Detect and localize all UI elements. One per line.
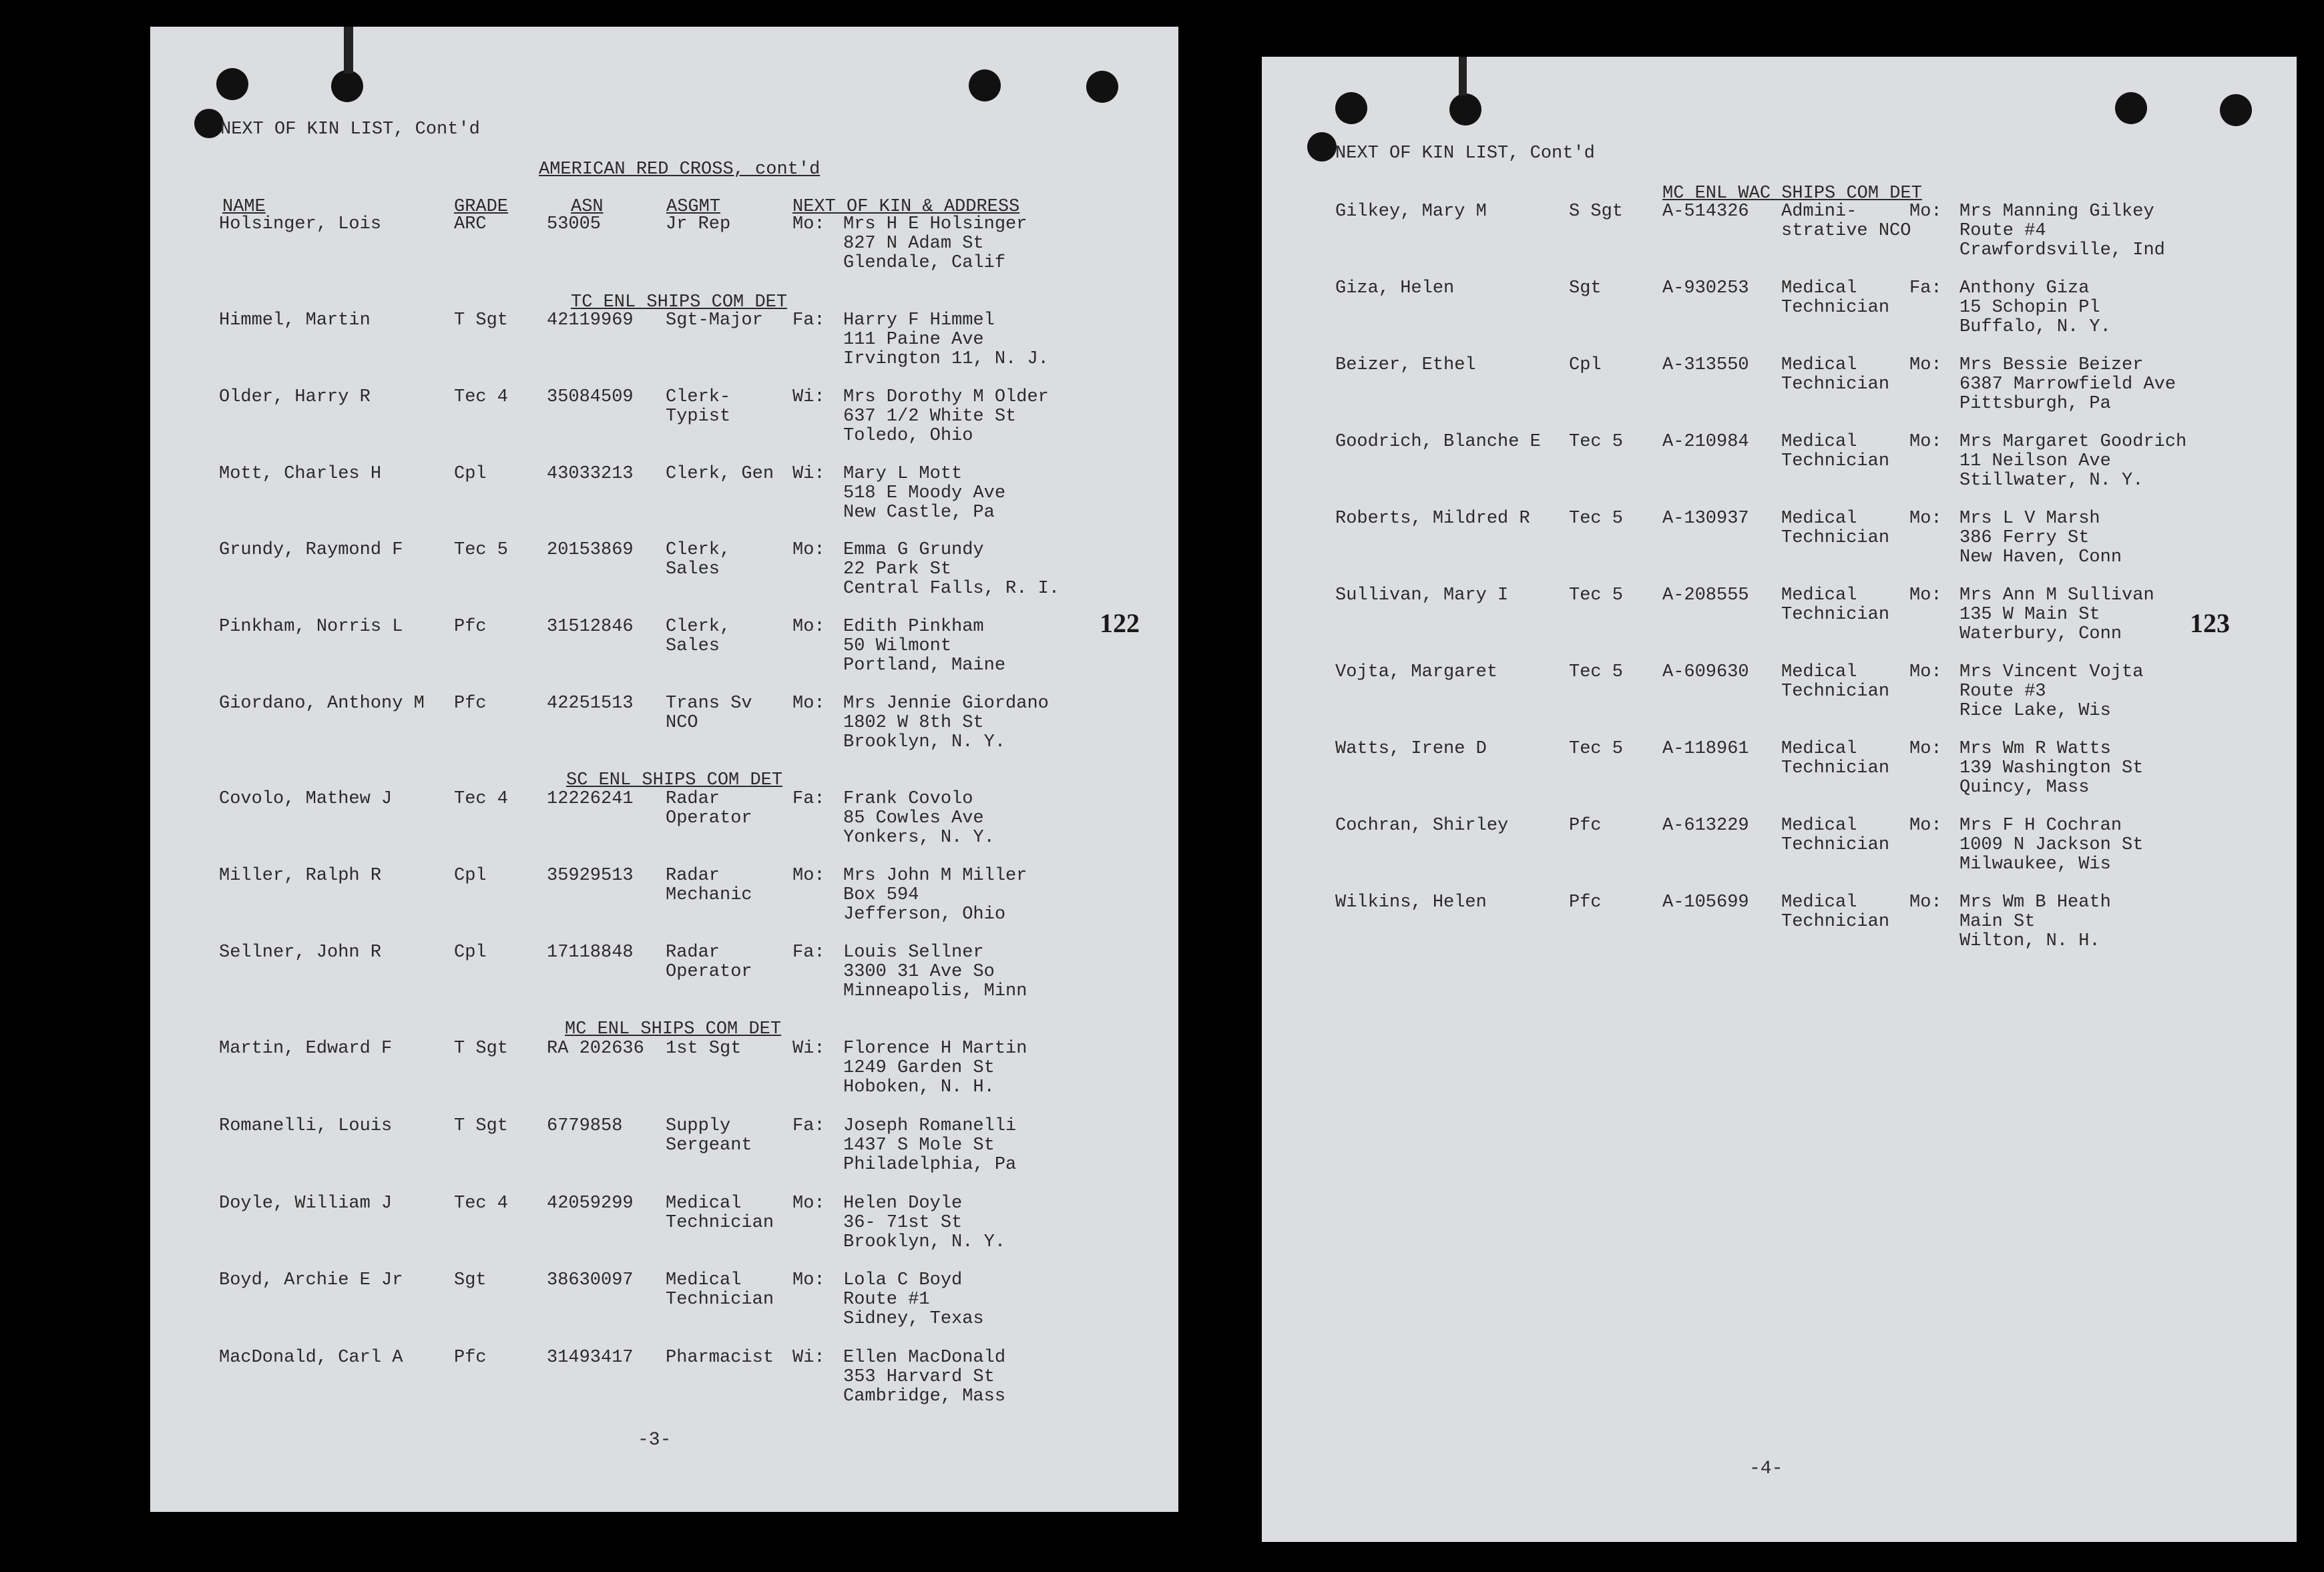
punch-hole [216,68,248,100]
section-header: TC ENL SHIPS COM DET [571,292,788,312]
record-assignment: Medical [1781,892,1857,912]
record-assignment: Technician [1781,374,1890,395]
record-relationship: Fa: [792,943,825,963]
record-name: Mott, Charles H [219,464,382,484]
record-relationship: Mo: [792,866,825,886]
record-name: Roberts, Mildred R [1335,509,1530,529]
record-assignment: Operator [666,808,752,828]
record-kin-address-line: Mrs Wm R Watts [1959,739,2111,759]
record-name: Gilkey, Mary M [1335,202,1487,222]
record-asn: A-514326 [1662,202,1749,222]
record-kin-address-line: Mrs H E Holsinger [843,214,1027,234]
punch-hole [1449,93,1481,125]
record-asn: A-130937 [1662,509,1749,529]
record-kin-address-line: Mrs Bessie Beizer [1959,355,2144,375]
record-grade: Tec 5 [454,540,509,560]
record-kin-address-line: Wilton, N. H. [1959,931,2100,951]
record-grade: Cpl [454,866,487,886]
record-assignment: Radar [666,943,720,963]
record-kin-address-line: Mrs Dorothy M Older [843,387,1049,407]
record-assignment: Technician [666,1213,774,1233]
record-assignment: 1st Sgt [666,1039,742,1059]
record-kin-address-line: 11 Neilson Ave [1959,451,2111,471]
record-relationship: Mo: [792,1194,825,1214]
record-kin-address-line: Mrs Jennie Giordano [843,694,1049,714]
record-name: Boyd, Archie E Jr [219,1270,403,1290]
record-assignment: Trans Sv [666,694,752,714]
record-name: Holsinger, Lois [219,214,382,234]
punch-hole [969,69,1001,101]
record-kin-address-line: Sidney, Texas [843,1309,984,1329]
record-assignment: strative NCO [1781,221,1911,241]
record-asn: 35929513 [547,866,634,886]
record-grade: Sgt [1569,278,1602,298]
col-header-asgmt: ASGMT [666,197,721,217]
record-kin-address-line: Mrs John M Miller [843,866,1027,886]
record-kin-address-line: 50 Wilmont [843,636,952,656]
record-kin-address-line: Central Falls, R. I. [843,579,1060,599]
record-asn: A-609630 [1662,662,1749,682]
record-grade: Sgt [454,1270,487,1290]
record-assignment: Jr Rep [666,214,731,234]
record-relationship: Mo: [1909,355,1942,375]
record-kin-address-line: 15 Schopin Pl [1959,298,2100,318]
record-relationship: Mo: [1909,585,1942,605]
record-asn: 6779858 [547,1116,623,1136]
record-relationship: Wi: [792,464,825,484]
scan-mark [1459,57,1467,95]
record-grade: T Sgt [454,310,509,330]
record-name: Himmel, Martin [219,310,371,330]
record-kin-address-line: New Haven, Conn [1959,547,2122,567]
record-kin-address-line: Route #1 [843,1290,930,1310]
record-assignment: Technician [1781,682,1890,702]
record-grade: Tec 5 [1569,432,1624,452]
scan-mark [344,27,353,73]
record-grade: Cpl [454,943,487,963]
record-grade: Tec 5 [1569,739,1624,759]
record-grade: Tec 4 [454,1194,509,1214]
record-asn: 17118848 [547,943,634,963]
record-assignment: Sales [666,559,720,579]
record-relationship: Mo: [792,540,825,560]
record-assignment: Supply [666,1116,731,1136]
record-grade: T Sgt [454,1039,509,1059]
record-asn: 35084509 [547,387,634,407]
record-name: Covolo, Mathew J [219,789,393,809]
record-kin-address-line: Mary L Mott [843,464,963,484]
record-kin-address-line: Portland, Maine [843,656,1006,676]
record-kin-address-line: Toledo, Ohio [843,426,973,446]
record-name: Beizer, Ethel [1335,355,1476,375]
record-grade: Tec 5 [1569,585,1624,605]
record-kin-address-line: Mrs L V Marsh [1959,509,2100,529]
record-kin-address-line: 139 Washington St [1959,758,2144,778]
record-grade: Pfc [1569,816,1602,836]
record-kin-address-line: Mrs F H Cochran [1959,816,2122,836]
record-assignment: Medical [1781,585,1857,605]
record-asn: A-313550 [1662,355,1749,375]
record-kin-address-line: Crawfordsville, Ind [1959,240,2165,260]
record-assignment: Mechanic [666,885,752,905]
record-asn: 42251513 [547,694,634,714]
running-head: NEXT OF KIN LIST, Cont'd [220,119,480,140]
record-assignment: Medical [1781,816,1857,836]
record-name: Watts, Irene D [1335,739,1487,759]
record-assignment: Medical [666,1270,742,1290]
record-relationship: Wi: [792,387,825,407]
record-kin-address-line: Mrs Margaret Goodrich [1959,432,2187,452]
record-asn: 12226241 [547,789,634,809]
record-grade: Tec 5 [1569,509,1624,529]
record-asn: 20153869 [547,540,634,560]
section-header: MC ENL SHIPS COM DET [565,1019,782,1039]
punch-hole [194,109,224,138]
record-name: Sullivan, Mary I [1335,585,1509,605]
punch-hole [1086,71,1118,103]
record-relationship: Mo: [1909,739,1942,759]
col-header-grade: GRADE [454,197,509,217]
col-header-next-of-kin: NEXT OF KIN & ADDRESS [792,197,1020,217]
record-kin-address-line: Brooklyn, N. Y. [843,732,1006,752]
record-kin-address-line: 827 N Adam St [843,234,984,254]
record-kin-address-line: Florence H Martin [843,1039,1027,1059]
record-assignment: Technician [1781,835,1890,855]
record-assignment: Medical [1781,662,1857,682]
record-assignment: Technician [666,1290,774,1310]
record-assignment: Clerk, Gen [666,464,774,484]
record-grade: Pfc [454,694,487,714]
record-asn: A-105699 [1662,892,1749,912]
record-name: Martin, Edward F [219,1039,393,1059]
record-grade: Pfc [454,1348,487,1368]
record-kin-address-line: 22 Park St [843,559,952,579]
record-assignment: Medical [1781,432,1857,452]
record-kin-address-line: Glendale, Calif [843,253,1006,273]
record-grade: Tec 5 [1569,662,1624,682]
record-kin-address-line: 85 Cowles Ave [843,808,984,828]
record-kin-address-line: Jefferson, Ohio [843,904,1006,925]
record-name: Giordano, Anthony M [219,694,425,714]
record-relationship: Wi: [792,1348,825,1368]
record-kin-address-line: Quincy, Mass [1959,778,2090,798]
record-asn: A-118961 [1662,739,1749,759]
col-header-name: NAME [222,197,266,217]
record-relationship: Mo: [1909,202,1942,222]
record-assignment: Technician [1781,528,1890,548]
page-number: -3- [638,1430,672,1451]
record-assignment: Sergeant [666,1135,752,1155]
record-name: Giza, Helen [1335,278,1455,298]
record-kin-address-line: Lola C Boyd [843,1270,963,1290]
record-assignment: Medical [1781,739,1857,759]
record-asn: 42059299 [547,1194,634,1214]
punch-hole [2220,94,2252,126]
record-assignment: Sales [666,636,720,656]
col-header-asn: ASN [571,197,604,217]
record-name: Cochran, Shirley [1335,816,1509,836]
record-assignment: Technician [1781,451,1890,471]
record-asn: 31512846 [547,617,634,637]
punch-hole [1335,92,1367,124]
record-relationship: Mo: [1909,432,1942,452]
record-assignment: Medical [666,1194,742,1214]
record-kin-address-line: Minneapolis, Minn [843,981,1027,1001]
record-relationship: Wi: [792,1039,825,1059]
record-relationship: Fa: [792,310,825,330]
record-kin-address-line: Hoboken, N. H. [843,1077,995,1097]
record-relationship: Mo: [1909,892,1942,912]
record-asn: 38630097 [547,1270,634,1290]
record-kin-address-line: Philadelphia, Pa [843,1155,1017,1175]
record-kin-address-line: 637 1/2 White St [843,407,1017,427]
section-title: AMERICAN RED CROSS, cont'd [539,160,821,180]
record-relationship: Mo: [1909,816,1942,836]
record-asn: A-208555 [1662,585,1749,605]
record-grade: ARC [454,214,487,234]
record-grade: Cpl [454,464,487,484]
record-asn: 43033213 [547,464,634,484]
record-name: Vojta, Margaret [1335,662,1498,682]
record-asn: A-930253 [1662,278,1749,298]
record-relationship: Mo: [792,694,825,714]
punch-hole [1307,132,1337,162]
record-grade: Cpl [1569,355,1602,375]
record-assignment: Radar [666,789,720,809]
record-asn: A-613229 [1662,816,1749,836]
record-assignment: NCO [666,713,698,733]
record-kin-address-line: Emma G Grundy [843,540,984,560]
record-assignment: Pharmacist [666,1348,774,1368]
record-kin-address-line: Stillwater, N. Y. [1959,471,2144,491]
punch-hole [331,70,363,102]
record-kin-address-line: Harry F Himmel [843,310,995,330]
record-assignment: Medical [1781,355,1857,375]
record-assignment: Technician [1781,758,1890,778]
record-kin-address-line: 1009 N Jackson St [1959,835,2144,855]
record-kin-address-line: Main St [1959,912,2036,932]
left-document-page [150,27,1178,1512]
record-assignment: Technician [1781,912,1890,932]
record-relationship: Mo: [792,1270,825,1290]
record-kin-address-line: 135 W Main St [1959,605,2100,625]
record-kin-address-line: Route #4 [1959,221,2046,241]
record-name: MacDonald, Carl A [219,1348,403,1368]
record-assignment: Clerk, [666,617,731,637]
record-kin-address-line: Edith Pinkham [843,617,984,637]
record-kin-address-line: Helen Doyle [843,1194,963,1214]
section-title: MC ENL WAC SHIPS COM DET [1662,184,1922,204]
record-kin-address-line: Cambridge, Mass [843,1386,1006,1406]
record-name: Miller, Ralph R [219,866,382,886]
right-document-page [1262,57,2297,1542]
record-kin-address-line: Mrs Ann M Sullivan [1959,585,2154,605]
record-assignment: Clerk- [666,387,731,407]
record-kin-address-line: 1802 W 8th St [843,713,984,733]
record-kin-address-line: Mrs Manning Gilkey [1959,202,2154,222]
record-relationship: Fa: [792,789,825,809]
record-kin-address-line: 36- 71st St [843,1213,963,1233]
record-assignment: Typist [666,407,731,427]
record-name: Older, Harry R [219,387,371,407]
record-kin-address-line: Joseph Romanelli [843,1116,1017,1136]
record-kin-address-line: 1249 Garden St [843,1058,995,1078]
record-grade: Tec 4 [454,387,509,407]
record-asn: RA 202636 [547,1039,644,1059]
record-name: Grundy, Raymond F [219,540,403,560]
record-kin-address-line: 518 E Moody Ave [843,483,1006,503]
record-assignment: Admini- [1781,202,1857,222]
record-assignment: Sgt-Major [666,310,763,330]
record-kin-address-line: Box 594 [843,885,919,905]
record-kin-address-line: Pittsburgh, Pa [1959,394,2111,414]
record-asn: A-210984 [1662,432,1749,452]
record-assignment: Operator [666,962,752,982]
record-kin-address-line: Brooklyn, N. Y. [843,1232,1006,1252]
running-head: NEXT OF KIN LIST, Cont'd [1335,144,1595,164]
record-kin-address-line: Route #3 [1959,682,2046,702]
record-name: Doyle, William J [219,1194,393,1214]
record-relationship: Fa: [792,1116,825,1136]
record-grade: T Sgt [454,1116,509,1136]
record-assignment: Clerk, [666,540,731,560]
record-kin-address-line: 6387 Marrowfield Ave [1959,374,2176,395]
record-kin-address-line: 386 Ferry St [1959,528,2090,548]
record-name: Romanelli, Louis [219,1116,393,1136]
record-relationship: Fa: [1909,278,1942,298]
record-assignment: Technician [1781,605,1890,625]
record-grade: S Sgt [1569,202,1624,222]
record-kin-address-line: Mrs Vincent Vojta [1959,662,2144,682]
record-grade: Pfc [1569,892,1602,912]
record-assignment: Technician [1781,298,1890,318]
record-kin-address-line: Waterbury, Conn [1959,624,2122,644]
record-relationship: Mo: [1909,509,1942,529]
record-kin-address-line: Louis Sellner [843,943,984,963]
record-kin-address-line: Ellen MacDonald [843,1348,1006,1368]
record-asn: 42119969 [547,310,634,330]
record-kin-address-line: Rice Lake, Wis [1959,701,2111,721]
record-name: Goodrich, Blanche E [1335,432,1541,452]
record-relationship: Mo: [792,617,825,637]
record-kin-address-line: Milwaukee, Wis [1959,854,2111,874]
record-kin-address-line: Buffalo, N. Y. [1959,317,2111,337]
record-kin-address-line: Anthony Giza [1959,278,2090,298]
record-name: Pinkham, Norris L [219,617,403,637]
record-relationship: Mo: [1909,662,1942,682]
record-name: Sellner, John R [219,943,382,963]
record-kin-address-line: 111 Paine Ave [843,330,984,350]
folio-number: 123 [2190,608,2230,638]
record-grade: Tec 4 [454,789,509,809]
record-kin-address-line: 353 Harvard St [843,1367,995,1387]
record-name: Wilkins, Helen [1335,892,1487,912]
folio-number: 122 [1100,608,1140,638]
page-number: -4- [1749,1459,1783,1479]
record-kin-address-line: Mrs Wm B Heath [1959,892,2111,912]
record-kin-address-line: Irvington 11, N. J. [843,349,1049,369]
record-assignment: Medical [1781,278,1857,298]
section-header: SC ENL SHIPS COM DET [566,770,783,790]
record-kin-address-line: Yonkers, N. Y. [843,828,995,848]
record-kin-address-line: 3300 31 Ave So [843,962,995,982]
record-kin-address-line: Frank Covolo [843,789,973,809]
record-relationship: Mo: [792,214,825,234]
record-kin-address-line: 1437 S Mole St [843,1135,995,1155]
record-assignment: Medical [1781,509,1857,529]
record-grade: Pfc [454,617,487,637]
record-asn: 53005 [547,214,602,234]
record-asn: 31493417 [547,1348,634,1368]
record-kin-address-line: New Castle, Pa [843,503,995,523]
punch-hole [2115,92,2147,124]
record-assignment: Radar [666,866,720,886]
